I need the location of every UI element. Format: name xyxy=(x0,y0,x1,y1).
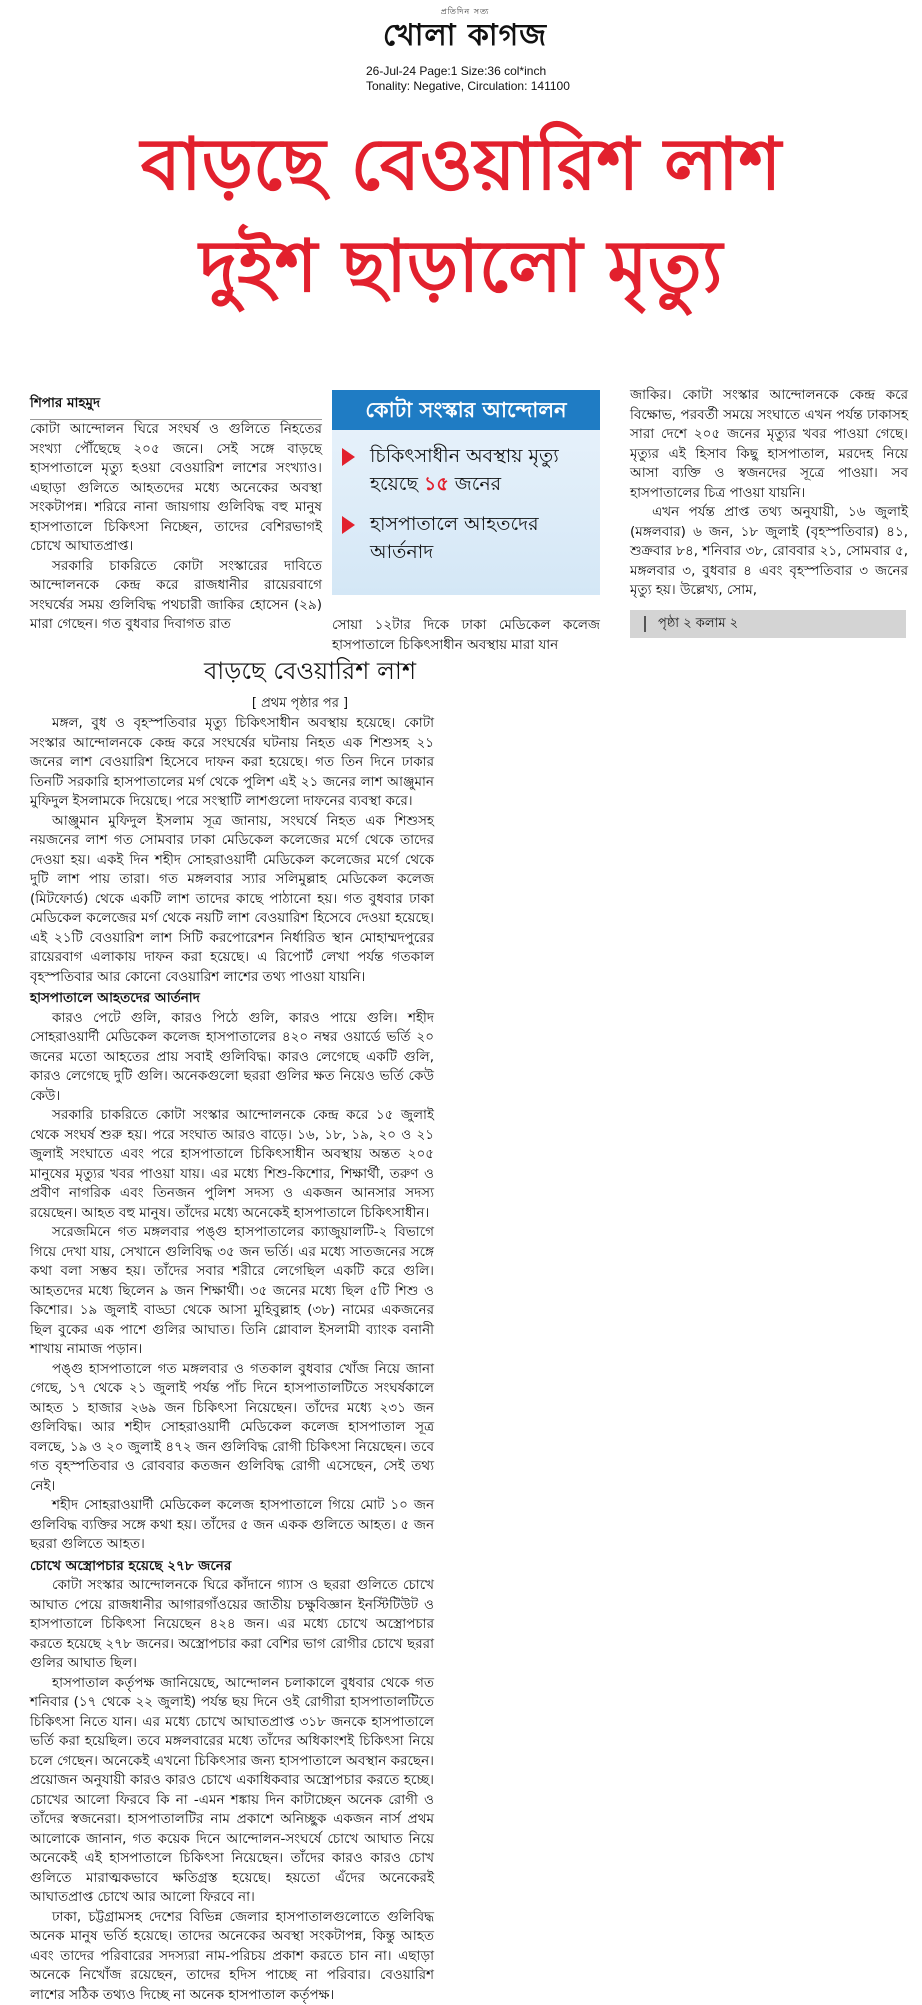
clip-meta-line2: Tonality: Negative, Circulation: 141100 xyxy=(366,79,686,94)
headline-line-1: বাড়ছে বেওয়ারিশ লাশ xyxy=(0,116,922,212)
paragraph: সরেজমিনে গত মঙ্গলবার পঙ্গু হাসপাতালের ক্যাজুয়ালটি-২ বিভাগে গিয়ে দেখা যায়, সেখানে গুলিবিদ্ধ ৩৫ জন ভর্তি। এর মধ্যে সাতজনের সঙ্গে কথা বলা সম্ভব হয়। তাঁদের সবার শরীরে লেগেছিল একটি করে গুলি। আহতদের মধ্যে ছিলেন ৯ জন শিক্ষার্থী। ৩৫ জনের মধ্যে ছিল ৫টি শিশু ও কিশোর। ১৯ জুলাই বাড্ডা থেকে আসা মুহিবুল্লাহ (৩৮) নামের একজনের ছিল বুকের এক পাশে গুলির আঘাত। তিনি গ্লোবাল ইসলামী ব্যাংক বনানী শাখায় নামাজ পড়ান। xyxy=(30,1223,434,1360)
subheading: চোখে অস্ত্রোপচার হয়েছে ২৭৮ জনের xyxy=(30,1557,434,1577)
paragraph: সরকারি চাকরিতে কোটা সংস্কারের দাবিতে আন্দোলনকে কেন্দ্র করে রাজধানীর রায়েরবাগে সংঘর্ষের সময় গুলিবিদ্ধ পথচারী জাকির হোসেন (২৯) মারা গেছেন। গত বুধবার দিবাগত রাত xyxy=(30,557,322,635)
clip-meta-line1: 26-Jul-24 Page:1 Size:36 col*inch xyxy=(366,64,686,79)
paragraph: কোটা আন্দোলন ঘিরে সংঘর্ষ ও গুলিতে নিহতের সংখ্যা পৌঁছেছে ২০৫ জনে। সেই সঙ্গে বাড়ছে হাসপাতালে মৃত্যু হওয়া বেওয়ারিশ লাশের সংখ্যাও। এছাড়া গুলিতে আহতদের মধ্যে অনেকের অবস্থা সংকটাপন্ন। শরিরে নানা জায়গায় গুলিবিদ্ধ বহু মানুষ হাসপাতালে চিকিৎসা নিচ্ছেন, তাদের বেশিরভাগই চোখে আঘাতপ্রাপ্ত। xyxy=(30,420,322,557)
triangle-bullet-icon xyxy=(342,516,355,534)
paragraph: মঙ্গল, বুধ ও বৃহস্পতিবার মৃত্যু চিকিৎসাধীন অবস্থায় হয়েছে। কোটা সংস্কার আন্দোলনকে কেন্দ্র করে সংঘর্ষের ঘটনায় নিহত এক শিশুসহ ২১ জনের লাশ বেওয়ারিশ হিসেবে দাফন করা হয়েছে। গত তিন দিনে ঢাকার তিনটি সরকারি হাসপাতালের মর্গ থেকে পুলিশ এই ২১ জনের লাশ আঞ্জুমান মুফিদুল ইসলামকে দিয়েছে। পরে সংস্থাটি লাশগুলো দাফনের ব্যবস্থা করে। xyxy=(30,714,434,812)
masthead-tagline: প্রতিদিন সত্য xyxy=(320,6,610,19)
highlight-item-text: হাসপাতালে আহতদের আর্তনাদ xyxy=(370,510,592,566)
continuation-body xyxy=(30,714,434,2005)
paragraph: সোয়া ১২টার দিকে ঢাকা মেডিকেল কলেজ হাসপাতালে চিকিৎসাধীন অবস্থায় মারা যান xyxy=(332,616,600,655)
paragraph: আঞ্জুমান মুফিদুল ইসলাম সূত্র জানায়, সংঘর্ষে নিহত এক শিশুসহ নয়জনের লাশ গত সোমবার ঢাকা মেডিকেল কলেজের মর্গে থেকে তাদের দেওয়া হয়। একই দিন শহীদ সোহরাওয়ার্দী মেডিকেল কলেজের মর্গে থেকে দুটি লাশ পায় তারা। গত মঙ্গলবার স্যার সলিমুল্লাহ মেডিকেল কলেজ (মিটফোর্ড) থেকে একটি লাশ তাদের কাছে পাঠানো হয়। গত বুধবার ঢাকা মেডিকেল কলেজের মর্গ থেকে নয়টি লাশ বেওয়ারিশ হিসেবে দেওয়া হয়েছে। এই ২১টি বেওয়ারিশ লাশ সিটি করপোরেশন নির্ধারিত স্থান মোহাম্মদপুরের রায়েরবাগ এলাকায় দাফন করা হয়েছে। এ রিপোর্ট লেখা পর্যন্ত গতকাল বৃহস্পতিবার আর কোনো বেওয়ারিশ লাশের তথ্য পাওয়া যায়নি। xyxy=(30,812,434,988)
highlight-item-text: চিকিৎসাধীন অবস্থায় মৃত্যু হয়েছে xyxy=(370,445,559,495)
paragraph: ঢাকা, চট্টগ্রামসহ দেশের বিভিন্ন জেলার হাসপাতালগুলোতে গুলিবিদ্ধ অনেক মানুষ ভর্তি হয়েছে। তাদের অনেকের অবস্থা সংকটাপন্ন, কিন্তু আহত এবং তাদের পরিবারের সদস্যরা নাম-পরিচয় প্রকাশ করতে চান না। এছাড়া অনেকে নিখোঁজ রয়েছেন, তাদের হদিস পাচ্ছে না পরিবার। বেওয়ারিশ লাশের সঠিক তথ্যও দিচ্ছে না অনেক হাসপাতাল কর্তৃপক্ষ। xyxy=(30,1908,434,2005)
paragraph: কারও পেটে গুলি, কারও পিঠে গুলি, কারও পায়ে গুলি। শহীদ সোহরাওয়ার্দী মেডিকেল কলেজ হাসপাতালের ৪২০ নম্বর ওয়ার্ডে ভর্তি ২০ জনের মতো আহতের প্রায় সবাই গুলিবিদ্ধ। কারও লেগেছে একটি গুলি, কারও লেগেছে দুটি গুলি। অনেকগুলো ছররা গুলির ক্ষত নিয়েও ভর্তি কেউ কেউ। xyxy=(30,1009,434,1107)
column-3 xyxy=(630,386,908,601)
section-title: বাড়ছে বেওয়ারিশ লাশ xyxy=(90,656,530,686)
clip-meta xyxy=(366,64,686,94)
headline-line-2: দুইশ ছাড়ালো মৃত্যু xyxy=(0,218,922,314)
masthead xyxy=(320,6,610,56)
highlight-box-title: কোটা সংস্কার আন্দোলন xyxy=(332,390,600,430)
column-1 xyxy=(30,420,322,635)
triangle-bullet-icon xyxy=(342,448,355,466)
paragraph: সরকারি চাকরিতে কোটা সংস্কার আন্দোলনকে কেন্দ্র করে ১৫ জুলাই থেকে সংঘর্ষ শুরু হয়। পরে সংঘাত আরও বাড়ে। ১৬, ১৮, ১৯, ২০ ও ২১ জুলাই সংঘাতে এবং পরে হাসপাতালে চিকিৎসাধীন অবস্থায় অন্তত ২০৫ মানুষের মৃত্যুর খবর পাওয়া যায়। এর মধ্যে শিশু-কিশোর, শিক্ষার্থী, তরুণ ও প্রবীণ নাগরিক এবং তিনজন পুলিশ সদস্য ও একজন আনসার সদস্য রয়েছেন। আহত বহু মানুষ। তাঁদের মধ্যে অনেকেই হাসপাতালে চিকিৎসাধীন। xyxy=(30,1106,434,1223)
highlight-box xyxy=(332,390,600,595)
byline: শিপার মাহমুদ xyxy=(30,392,322,420)
paragraph: হাসপাতাল কর্তৃপক্ষ জানিয়েছে, আন্দোলন চলাকালে বুধবার থেকে গত শনিবার (১৭ থেকে ২২ জুলাই) পর্যন্ত ছয় দিনে ওই রোগীরা হাসপাতালটিতে চিকিৎসা নিতে যান। এর মধ্যে চোখে আঘাতপ্রাপ্ত ৩১৮ জনকে হাসপাতালে ভর্তি করা হয়েছিল। তবে মঙ্গলবারের মধ্যে তাঁদের অধিকাংশই চিকিৎসা নিয়ে চলে গেছেন। অনেকেই এখনো চিকিৎসার জন্য হাসপাতালে অবস্থান করছেন। প্রয়োজন অনুযায়ী কারও কারও চোখে একাধিকবার অস্ত্রোপচার করতে হচ্ছে। চোখের আলো ফিরবে কি না -এমন শঙ্কায় দিন কাটাচ্ছেন অনেক রোগী ও তাঁদের স্বজনেরা। হাসপাতালটির নাম প্রকাশে অনিচ্ছুক একজন নার্স প্রথম আলোকে জানান, গত কয়েক দিনে আন্দোলন-সংঘর্ষে চোখে আঘাত নিয়ে অনেকেই এই হাসপাতালে চিকিৎসা নিয়েছেন। তাঁদের কারও কারও চোখ গুলিতে মারাত্মকভাবে ক্ষতিগ্রস্ত হয়েছে। হয়তো এঁদের অনেকেরই আঘাতপ্রাপ্ত চোখে আর আলো ফিরবে না। xyxy=(30,1674,434,1908)
column-2 xyxy=(332,616,600,655)
paragraph: কোটা সংস্কার আন্দোলনকে ঘিরে কাঁদানে গ্যাস ও ছররা গুলিতে চোখে আঘাত পেয়ে রাজধানীর আগারগাঁওয়ের জাতীয় চক্ষুবিজ্ঞান ইনস্টিটিউট ও হাসপাতালে চিকিৎসা নিয়েছেন ৪২৪ জন। এর মধ্যে চোখে অস্ত্রোপচার করতে হয়েছে ২৭৮ জনের। অস্ত্রোপচার করা বেশির ভাগ রোগীর চোখে ছররা গুলির আঘাত ছিল। xyxy=(30,1576,434,1674)
paragraph: এখন পর্যন্ত প্রাপ্ত তথ্য অনুযায়ী, ১৬ জুলাই (মঙ্গলবার) ৬ জন, ১৮ জুলাই (বৃহস্পতিবার) ৪১, শুক্রবার ৮৪, শনিবার ৩৮, রোববার ২১, সোমবার ৫, মঙ্গলবার ৩, বুধবার ৪ এবং বৃহস্পতিবার ৩ জনের মৃত্যু হয়। উল্লেখ্য, সোম, xyxy=(630,503,908,601)
masthead-logo: খোলা কাগজ xyxy=(320,19,610,53)
paragraph: শহীদ সোহরাওয়ার্দী মেডিকেল কলেজ হাসপাতালে গিয়ে মোট ১০ জন গুলিবিদ্ধ ব্যক্তির সঙ্গে কথা হয়। তাঁদের ৫ জন একক গুলিতে আহত। ৫ জন ছররা গুলিতে আহত। xyxy=(30,1496,434,1555)
paragraph: জাকির। কোটা সংস্কার আন্দোলনকে কেন্দ্র করে বিক্ষোভ, পরবর্তী সময়ে সংঘাতে এখন পর্যন্ত ঢাকাসহ সারা দেশে ২০৫ জনের মৃত্যুর খবর পাওয়া গেছে। মৃত্যুর এই হিসাব কিছু হাসপাতাল, মরদেহ নিয়ে আসা ব্যক্তি ও স্বজনদের সূত্রে পাওয়া। সব হাসপাতালের চিত্র পাওয়া যায়নি। xyxy=(630,386,908,503)
paragraph: পঙ্গু হাসপাতালে গত মঙ্গলবার ও গতকাল বুধবার খোঁজ নিয়ে জানা গেছে, ১৭ থেকে ২১ জুলাই পর্যন্ত পাঁচ দিনে হাসপাতালটিতে সংঘর্ষকালে আহত ১ হাজার ২৬৯ জন চিকিৎসা নিয়েছেন। তাঁদের মধ্যে ২৩১ জন গুলিবিদ্ধ। আর শহীদ সোহরাওয়ার্দী মেডিকেল কলেজ হাসপাতাল সূত্র বলছে, ১৯ ও ২০ জুলাই ৪৭২ জন গুলিবিদ্ধ রোগী চিকিৎসা নিয়েছেন। তবে গত বৃহস্পতিবার ও রোববার কতজন গুলিবিদ্ধ রোগী এসেছেন, সেই তথ্য নেই। xyxy=(30,1360,434,1497)
continued-from-label: [ প্রথম পৃষ্ঠার পর ] xyxy=(180,694,420,715)
highlight-item-injured xyxy=(342,510,592,566)
highlight-item-deaths xyxy=(342,442,592,498)
subheading: হাসপাতালে আহতদের আর্তনাদ xyxy=(30,989,434,1009)
highlight-item-text: জনের xyxy=(449,473,501,495)
continued-on-page-label: পৃষ্ঠা ২ কলাম ২ xyxy=(630,610,906,638)
highlight-item-number: ১৫ xyxy=(424,473,449,495)
